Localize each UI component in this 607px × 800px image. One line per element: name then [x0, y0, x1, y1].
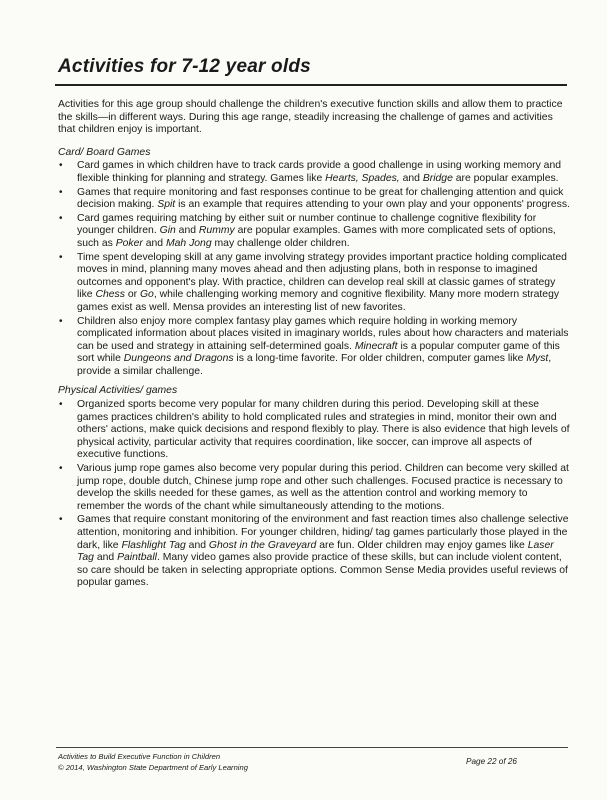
text-run: Children also enjoy more complex fantasy play games which require holding in working memory complicated information about places visited in imaginary worlds, rules about how characters and materials can be used and strategy in attaining self-determined goals.: [77, 315, 569, 352]
bullet-icon: •: [59, 186, 63, 198]
page-title: Activities for 7-12 year olds: [58, 56, 311, 77]
list-item: [58, 213, 570, 251]
text-run: is a long-time favorite. For older children, computer games like: [233, 353, 527, 365]
list-item: [58, 187, 570, 212]
sections-container: [58, 147, 570, 590]
footer-credit: [58, 752, 248, 773]
bullet-list: [58, 399, 570, 590]
emphasized-text: Ghost in the Graveyard: [208, 539, 317, 551]
intro-paragraph: Activities for this age group should challenge the children's executive function skills and allow them to practice the skills—in different ways. During this age range, steadily increasing the challenge of games and activities that children enjoy is important.: [58, 99, 563, 136]
emphasized-text: Laser Tag: [77, 539, 554, 564]
footer-divider: [56, 747, 568, 748]
emphasized-text: Go: [139, 289, 154, 301]
text-run: Games that require constant monitoring of the environment and fast reaction times also challenge selective attention, monitoring and inhibition. For younger children, hiding/ tag games particularly those played in the dark, like: [77, 514, 569, 551]
text-run: is an example that requires attending to your own play and your opponents' progress.: [175, 199, 570, 211]
bullet-icon: •: [59, 315, 63, 327]
emphasized-text: Dungeons and Dragons: [123, 353, 234, 365]
text-run: and: [185, 539, 209, 551]
text-run: Time spent developing skill at any game involving strategy provides important practice holding complicated moves in mind, planning many moves ahead and then adjusting plans, both in response to imagined outcomes and opponent's play. With practice, children can develop real skill at classic games of strategy like: [77, 251, 567, 301]
bullet-icon: •: [59, 212, 63, 224]
text-run: and: [93, 552, 118, 564]
text-run: Card games in which children have to track cards provide a good challenge in using working memory and flexible thinking for planning and strategy. Games like: [77, 160, 561, 184]
bullet-icon: •: [59, 514, 63, 526]
title-underline: [55, 84, 567, 86]
emphasized-text: Poker: [115, 237, 143, 249]
emphasized-text: Spit: [157, 199, 176, 211]
text-run: or: [124, 289, 140, 301]
text-run: Card games requiring matching by either suit or number continue to challenge cognitive flexibility for younger children.: [77, 212, 537, 237]
text-run: , while challenging working memory and cognitive flexibility. Many more modern strategy games exist as well. Mensa provides an interesting list of new favorites.: [77, 289, 560, 313]
text-run: are fun. Older children may enjoy games like: [316, 539, 528, 551]
footer-line-1: Activities to Build Executive Function in Children: [58, 752, 221, 761]
bullet-icon: •: [59, 251, 63, 263]
emphasized-text: Bridge: [422, 172, 453, 184]
text-run: and: [399, 172, 423, 184]
footer-line-2: © 2014, Washington State Department of Early Learning: [58, 762, 248, 772]
section-heading: Card/ Board Games: [58, 146, 151, 158]
text-run: . Many video games also provide practice of these skills, but can include violent content, so care should be taken in selecting appropriate options. Common Sense Media provides useful reviews of popular games.: [77, 552, 568, 589]
emphasized-text: Mah Jong: [165, 237, 212, 249]
text-run: are popular examples.: [452, 172, 559, 184]
list-item: [58, 399, 570, 462]
list-item: [58, 316, 570, 379]
list-item: [58, 252, 570, 315]
emphasized-text: Myst: [526, 353, 549, 365]
bullet-list: [58, 160, 570, 378]
emphasized-text: Gin: [159, 225, 176, 237]
emphasized-text: Flashlight Tag: [121, 539, 186, 551]
text-run: Various jump rope games also become very popular during this period. Children can become very skilled at jump rope, double dutch, Chinese jump rope and other such challenges. Focused practice is necessary to develop the skills needed for these games, as well as the attention control and working memory to remember the words of the chant while simultaneously attending to the motions.: [77, 463, 569, 512]
bullet-icon: •: [59, 160, 63, 172]
page-number: Page 22 of 26: [466, 757, 517, 766]
section-heading: Physical Activities/ games: [58, 385, 178, 397]
bullet-icon: •: [59, 463, 63, 475]
list-item: [58, 514, 570, 590]
emphasized-text: Hearts, Spades,: [325, 172, 400, 184]
emphasized-text: Chess: [95, 289, 125, 301]
list-item: [58, 463, 570, 513]
document-body: [58, 99, 570, 597]
text-run: Games that require monitoring and fast responses continue to be great for challenging attention and quick decision making.: [77, 186, 564, 211]
text-run: and: [175, 225, 199, 237]
emphasized-text: Paintball: [117, 552, 157, 564]
text-run: are popular examples. Games with more complicated sets of options, such as: [77, 225, 556, 249]
bullet-icon: •: [59, 399, 63, 411]
text-run: , provide a similar challenge.: [77, 353, 552, 377]
list-item: [58, 160, 570, 185]
emphasized-text: Rummy: [198, 225, 235, 237]
text-run: Organized sports become very popular for many children during this period. Developing skill at these games practices children's ability to hold complicated rules and strategies in mind, monitor their own and others' actions, make quick decisions and respond flexibly to play. There is also evidence that high levels of physical activity, particular activity that requires coordination, like soccer, can improve all aspects of executive functions.: [77, 399, 570, 461]
emphasized-text: Minecraft: [354, 340, 398, 352]
text-run: and: [142, 237, 166, 249]
text-run: is a popular computer game of this sort while: [77, 340, 560, 365]
text-run: may challenge older children.: [211, 237, 350, 249]
